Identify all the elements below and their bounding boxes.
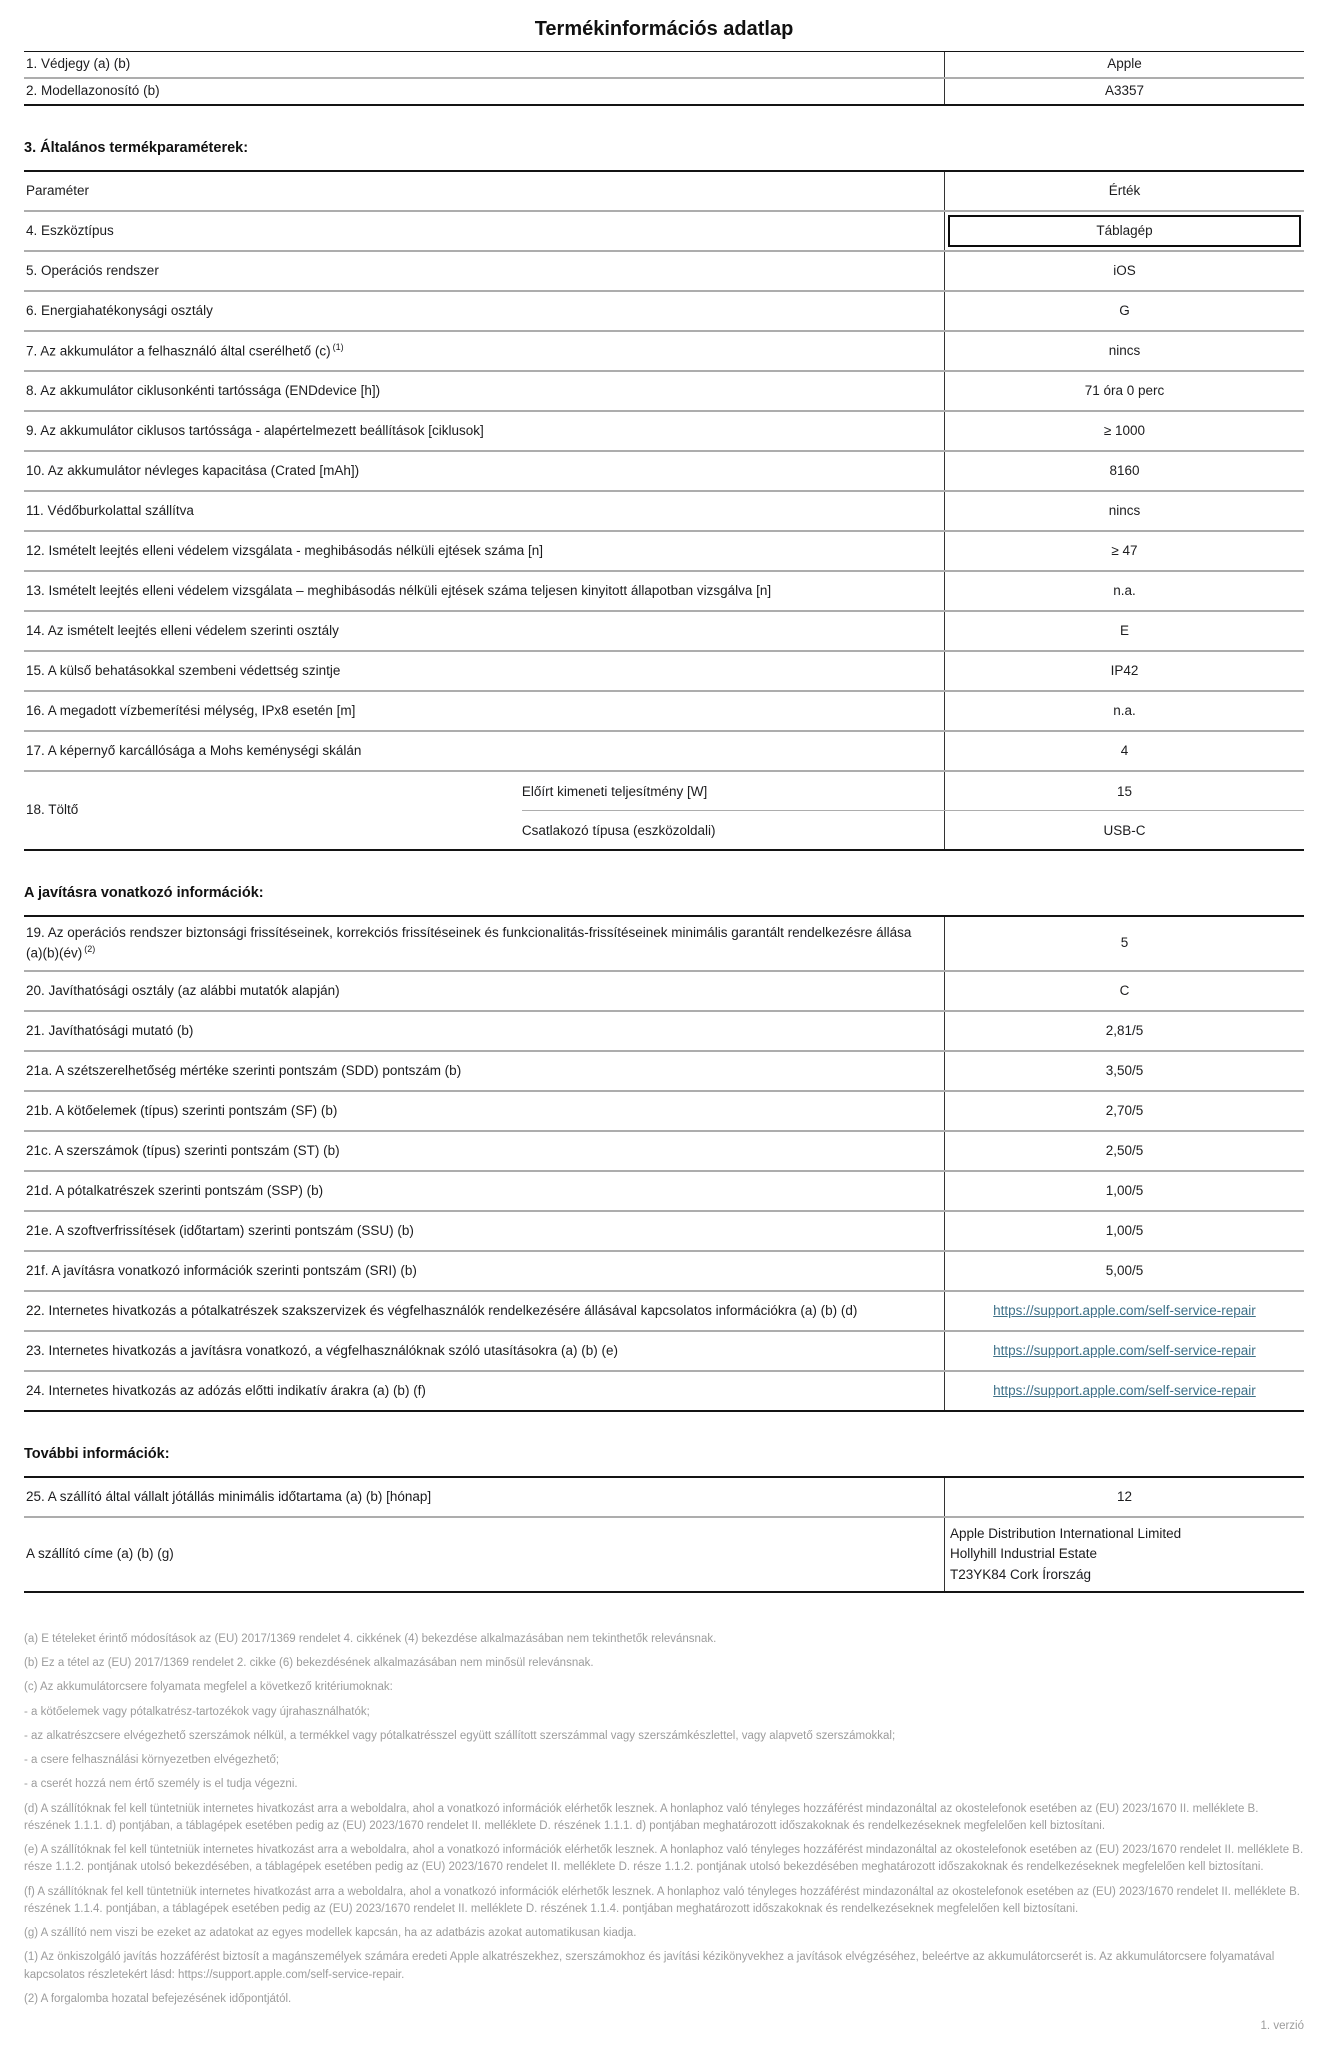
subrow-value: 15 [1116, 783, 1133, 799]
subrow-value: USB-C [1103, 822, 1146, 838]
table-row [24, 1478, 1304, 1516]
row-label: 21c. A szerszámok (típus) szerinti pontszám (ST) (b) [26, 1142, 340, 1158]
footnote: - a cserét hozzá nem értő személy is el tudja végezni. [24, 1778, 298, 1791]
charger-row [24, 770, 1304, 849]
row-value: 8160 [1109, 462, 1140, 478]
row-value: 2,70/5 [1105, 1102, 1144, 1118]
row-label: 6. Energiahatékonysági osztály [26, 302, 213, 318]
support-link[interactable]: https://support.apple.com/self-service-repair [993, 1342, 1256, 1358]
supplier-address-row [24, 1516, 1304, 1591]
row-value: Apple [1107, 56, 1142, 72]
row-label: 19. Az operációs rendszer biztonsági frissítéseinek, korrekciós frissítéseinek és funkcionalitás-frissítéseinek minimális garantált rendelkezésre állása (a)(b)(év) [26, 925, 912, 961]
page-title: Termékinformációs adatlap [534, 18, 794, 40]
device-type-box: Táblagép [948, 215, 1301, 247]
footnote: (f) A szállítóknak fel kell tüntetniük internetes hivatkozást arra a weboldalra, ahol a vonatkozó információk elérhetők lesznek. A honlaphoz való tényleges hozzáférést mindazonáltal az okostelefonok esetében az (EU) 2023/1670 rendelet II. melléklete B. részének 1.1.4. pontjában, a táblagépek esetében pedig az (EU) 2023/1670 rendelet II. melléklete D. részének 1.1.4. pontjában meghatározott időszakoknak és rendelkezéseknek megfelelően kell biztosítani. [24, 1885, 1300, 1915]
table-row [24, 970, 1304, 1010]
row-value: n.a. [1113, 582, 1136, 598]
footnote: (b) Ez a tétel az (EU) 2017/1369 rendelet 2. cikke (6) bekezdésének alkalmazásában nem minősül relevánsnak. [24, 1657, 594, 1669]
footnote: (g) A szállító nem viszi be ezeket az adatokat az egyes modellek kapcsán, ha az adatbázis azokat automatikusan kiadja. [24, 1927, 637, 1939]
row-label: 11. Védőburkolattal szállítva [26, 502, 194, 518]
row-value: 5 [1120, 935, 1129, 951]
footnote: (d) A szállítóknak fel kell tüntetniük internetes hivatkozást arra a weboldalra, ahol a vonatkozó információk elérhetők lesznek. A honlaphoz való tényleges hozzáférést mindazonáltal az okostelefonok esetében az (EU) 2023/1670 II. melléklete B. részének 1.1.1. d) pontjában, a táblagépek esetében pedig az (EU) 2023/1670 rendelet II. melléklete D. részének 1.1.1. d) pontjában meghatározott időszakoknak és rendelkezéseknek megfelelően kell biztosítani. [24, 1802, 1259, 1832]
table-row [24, 250, 1304, 290]
general-parameters-table [24, 170, 1304, 851]
row-value: 1,00/5 [1105, 1182, 1144, 1198]
row-value: ≥ 47 [1111, 542, 1138, 558]
footnote: - a csere felhasználási környezetben elvégezhető; [24, 1754, 280, 1766]
table-row [24, 450, 1304, 490]
table-row [24, 210, 1304, 250]
row-label: 10. Az akkumulátor névleges kapacitása (Crated [mAh]) [26, 462, 360, 478]
table-row [24, 290, 1304, 330]
table-row [24, 1290, 1304, 1330]
row-label: 21e. A szoftverfrissítések (időtartam) szerinti pontszám (SSU) (b) [26, 1222, 414, 1238]
table-row [24, 570, 1304, 610]
row-label: 2. Modellazonosító (b) [26, 83, 160, 99]
section-heading-repair: A javításra vonatkozó információk: [24, 885, 264, 901]
row-value: C [1119, 982, 1130, 998]
table-row [24, 1130, 1304, 1170]
table-row [24, 370, 1304, 410]
table-header-row [24, 172, 1304, 210]
row-value: nincs [1108, 502, 1141, 518]
row-value: iOS [1113, 262, 1136, 278]
row-label: 1. Védjegy (a) (b) [26, 56, 131, 72]
row-label: 23. Internetes hivatkozás a javításra vonatkozó, a végfelhasználóknak szóló utasításokra (a) (b) (e) [26, 1342, 619, 1358]
table-row [24, 1010, 1304, 1050]
column-header-value: Érték [1108, 182, 1141, 198]
footnote: (c) Az akkumulátorcsere folyamata megfelel a következő kritériumoknak: [24, 1681, 393, 1694]
row-label: 21b. A kötőelemek (típus) szerinti pontszám (SF) (b) [26, 1102, 338, 1118]
row-label: 18. Töltő [26, 802, 79, 818]
row-label: A szállító címe (a) (b) (g) [26, 1546, 174, 1562]
row-value: 4 [1120, 742, 1129, 758]
footnotes [24, 1631, 1304, 2008]
row-value: 2,81/5 [1105, 1022, 1144, 1038]
footnote: (2) A forgalomba hozatal befejezésének időpontjától. [24, 1992, 292, 2005]
row-label: 21d. A pótalkatrészek szerinti pontszám (SSP) (b) [26, 1182, 324, 1198]
supplier-address-line: Hollyhill Industrial Estate [949, 1546, 1098, 1562]
row-value: 12 [1116, 1488, 1132, 1504]
table-row [24, 610, 1304, 650]
row-value: 71 óra 0 perc [1084, 382, 1165, 398]
footnote: (e) A szállítóknak fel kell tüntetniük internetes hivatkozást arra a weboldalra, ahol a vonatkozó információk elérhetők lesznek. A honlaphoz való tényleges hozzáférést mindazonáltal az okostelefonok esetében az (EU) 2023/1670 rendelet II. melléklete B. része 1.1.2. pontjának utolsó bekezdésében, a táblagépek esetében pedig az (EU) 2023/1670 rendelet II. melléklete D. része 1.1.2. pontjának utolsó bekezdésében meghatározott időszakoknak és rendelkezéseknek megfelelően kell biztosítani. [24, 1844, 1304, 1874]
identity-table [24, 51, 1304, 106]
repair-info-table [24, 915, 1304, 1412]
subrow-label: Csatlakozó típusa (eszközoldali) [522, 811, 945, 849]
row-value: E [1119, 622, 1129, 638]
table-row [24, 690, 1304, 730]
table-row [24, 1370, 1304, 1410]
table-row [24, 730, 1304, 770]
row-label: 21a. A szétszerelhetőség mértéke szerinti pontszám (SDD) pontszám (b) [26, 1062, 462, 1078]
table-row [24, 1090, 1304, 1130]
table-row [24, 917, 1304, 970]
table-row [24, 650, 1304, 690]
row-value: nincs [1108, 342, 1141, 358]
charger-subrow [522, 772, 1304, 810]
row-label: 21f. A javításra vonatkozó információk szerinti pontszám (SRI) (b) [26, 1262, 417, 1278]
row-label: 4. Eszköztípus [26, 222, 114, 238]
support-link[interactable]: https://support.apple.com/self-service-repair [993, 1382, 1256, 1398]
subrow-label: Előírt kimeneti teljesítmény [W] [522, 772, 945, 810]
row-value: IP42 [1110, 662, 1139, 678]
row-label: 9. Az akkumulátor ciklusos tartóssága - alapértelmezett beállítások [ciklusok] [26, 422, 484, 438]
additional-info-table [24, 1476, 1304, 1593]
row-label: 13. Ismételt leejtés elleni védelem vizsgálata – meghibásodás nélküli ejtések száma teljesen kinyitott állapotban vizsgálva [n] [26, 582, 772, 598]
row-label: 21. Javíthatósági mutató (b) [26, 1022, 194, 1038]
footnote: (a) E tételeket érintő módosítások az (EU) 2017/1369 rendelet 4. cikkének (4) bekezdése alkalmazásában nem tekinthetők relevánsnak. [24, 1632, 717, 1645]
footnote-marker: (1) [332, 341, 344, 352]
table-row [24, 410, 1304, 450]
section-heading-additional: További információk: [24, 1446, 170, 1462]
row-label: 20. Javíthatósági osztály (az alábbi mutatók alapján) [26, 982, 340, 998]
row-value: 2,50/5 [1105, 1142, 1144, 1158]
table-row [24, 490, 1304, 530]
supplier-address [945, 1518, 1304, 1591]
support-link[interactable]: https://support.apple.com/self-service-repair [993, 1302, 1256, 1318]
version-label: 1. verzió [1260, 2020, 1304, 2032]
section-heading-general: 3. Általános termékparaméterek: [24, 140, 249, 156]
row-value: n.a. [1113, 702, 1136, 718]
table-row [24, 1210, 1304, 1250]
row-label: 8. Az akkumulátor ciklusonkénti tartóssága (ENDdevice [h]) [26, 382, 381, 398]
row-value: G [1119, 302, 1130, 318]
table-row [24, 52, 1304, 77]
table-row [24, 1250, 1304, 1290]
row-label: 14. Az ismételt leejtés elleni védelem szerinti osztály [26, 622, 339, 638]
table-row [24, 530, 1304, 570]
table-row [24, 1330, 1304, 1370]
row-label: 25. A szállító által vállalt jótállás minimális időtartama (a) (b) [hónap] [26, 1488, 432, 1504]
footnote: - a kötőelemek vagy pótalkatrész-tartozékok vagy újrahasználhatók; [24, 1705, 370, 1718]
charger-subrow [522, 810, 1304, 849]
row-value: 1,00/5 [1105, 1222, 1144, 1238]
row-value: A3357 [1104, 83, 1144, 99]
row-label: 5. Operációs rendszer [26, 262, 159, 278]
table-row [24, 1170, 1304, 1210]
table-row [24, 77, 1304, 104]
row-label: 12. Ismételt leejtés elleni védelem vizsgálata - meghibásodás nélküli ejtések száma [n] [26, 542, 544, 558]
row-label: 16. A megadott vízbemerítési mélység, IPx8 esetén [m] [26, 702, 356, 718]
table-row [24, 330, 1304, 370]
row-label: 7. Az akkumulátor a felhasználó által cserélhető (c) [26, 343, 331, 359]
column-header-parameter: Paraméter [26, 182, 90, 198]
row-label: 22. Internetes hivatkozás a pótalkatrészek szakszervizek és végfelhasználók rendelkezésére állásával kapcsolatos információkra (a) (b) (d) [26, 1302, 858, 1318]
row-label: 17. A képernyő karcállósága a Mohs keménységi skálán [26, 742, 362, 758]
footnote: - az alkatrészcsere elvégezhető szerszámok nélkül, a termékkel vagy pótalkatrésszel együtt szállított szerszámmal vagy szerszámkészlettel, vagy alapvető szerszámokkal; [24, 1729, 896, 1742]
row-value: ≥ 1000 [1103, 422, 1146, 438]
supplier-address-line: T23YK84 Cork Írország [949, 1566, 1092, 1582]
table-row [24, 1050, 1304, 1090]
row-label: 24. Internetes hivatkozás az adózás előtti indikatív árakra (a) (b) (f) [26, 1382, 426, 1398]
footnote: (1) Az önkiszolgáló javítás hozzáférést biztosít a magánszemélyek számára eredeti Apple alkatrészekhez, szerszámokhoz és javítási kézikönyvekhez a javítások elvégzéséhez, beleértve az akkumulátorcserét is. Az akkumulátorcsere folyamatával kapcsolatos részletekért lásd: https://support.apple.com/self-service-repair. [24, 1951, 1275, 1981]
row-value: 3,50/5 [1105, 1062, 1144, 1078]
row-label: 15. A külső behatásokkal szembeni védettség szintje [26, 662, 341, 678]
row-value: 5,00/5 [1105, 1262, 1144, 1278]
supplier-address-line: Apple Distribution International Limited [949, 1526, 1182, 1541]
footnote-marker: (2) [84, 944, 96, 955]
